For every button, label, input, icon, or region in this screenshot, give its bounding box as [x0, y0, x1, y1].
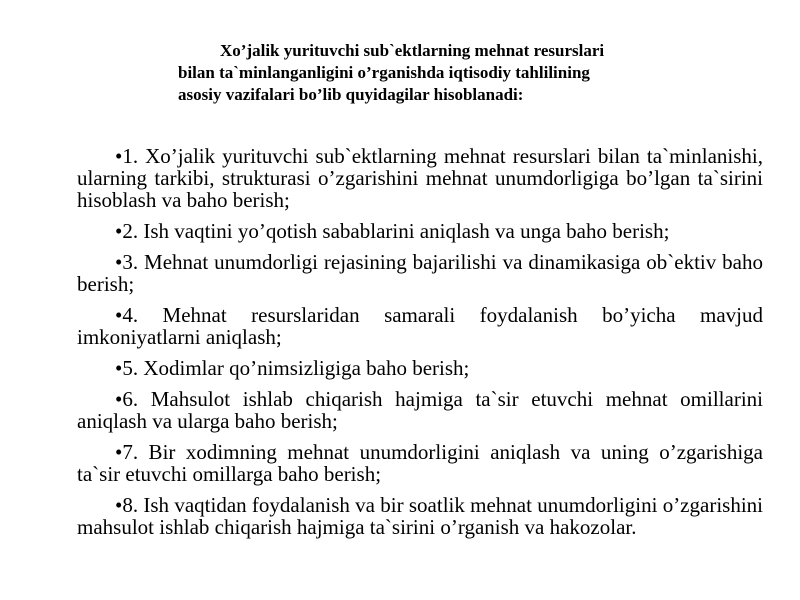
- list-item-8: •8. Ish vaqtidan foydalanish va bir soatlik mehnat unumdorligini o’zgarishini mahsulot ishlab chiqarish hajmiga ta`sirini o’rganish va hakozolar.: [77, 493, 763, 539]
- title-line-1: Xo’jalik yurituvchi sub`ektlarning mehnat resurslari: [220, 41, 605, 60]
- list-item-2: •2. Ish vaqtini yo’qotish sabablarini aniqlash va unga baho berish;: [115, 219, 670, 243]
- list-item-6: •6. Mahsulot ishlab chiqarish hajmiga ta`sir etuvchi mehnat omillarini aniqlash va ularga baho berish;: [77, 387, 763, 433]
- list-item-5: •5. Xodimlar qo’nimsizligiga baho berish;: [115, 356, 470, 380]
- title-line-2: bilan ta`minlanganligini o’rganishda iqtisodiy tahlilining: [178, 63, 590, 82]
- list-item-3: •3. Mehnat unumdorligi rejasining bajarilishi va dinamikasiga ob`ektiv baho berish;: [77, 250, 763, 296]
- list-item-4: •4. Mehnat resurslaridan samarali foydalanish bo’yicha mavjud imkoniyatlarni aniqlash;: [77, 303, 763, 349]
- title-line-3: asosiy vazifalari bo’lib quyidagilar hisoblanadi:: [178, 85, 524, 104]
- list-item-1: •1. Xo’jalik yurituvchi sub`ektlarning mehnat resurslari bilan ta`minlanishi, ularning tarkibi, strukturasi o’zgarishini mehnat unumdorligiga bo’lgan ta`sirini hisoblash va baho berish;: [77, 144, 763, 212]
- task-list: [77, 145, 763, 547]
- slide-title: [178, 40, 698, 106]
- list-item-7: •7. Bir xodimning mehnat unumdorligini aniqlash va uning o’zgarishiga ta`sir etuvchi omillarga baho berish;: [77, 440, 763, 486]
